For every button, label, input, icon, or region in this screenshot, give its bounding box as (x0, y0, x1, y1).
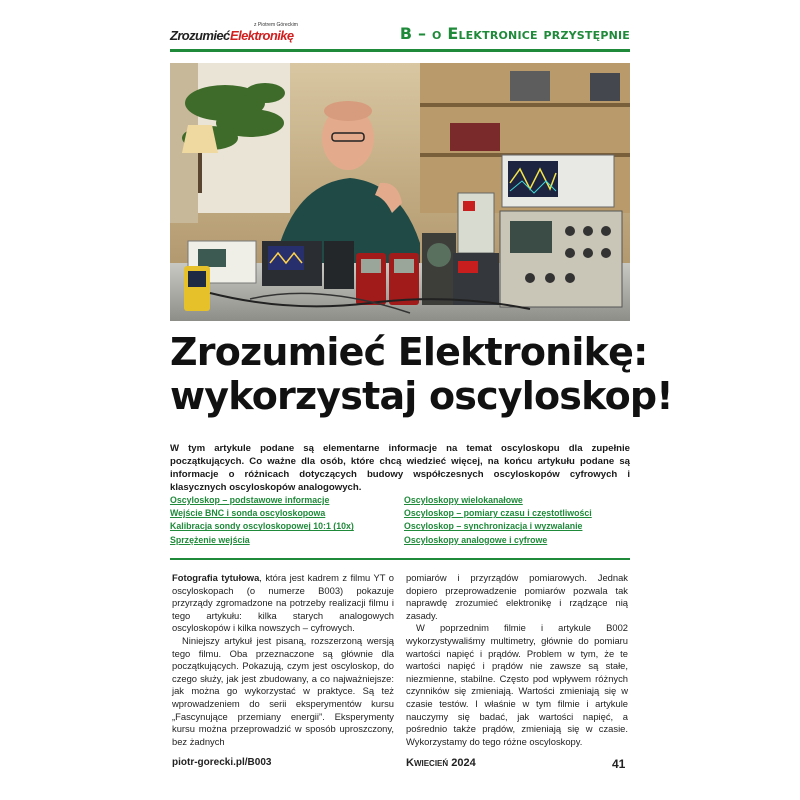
headline-line-2: wykorzystaj oscyloskop! (170, 374, 673, 418)
article-headline (170, 330, 673, 418)
toc-link[interactable]: Oscyloskopy wielokanałowe (404, 495, 523, 505)
title-photo (170, 63, 630, 321)
body-lead-bold: Fotografia tytułowa (172, 572, 260, 583)
page-number: 41 (612, 757, 626, 771)
header-rule (170, 49, 630, 52)
headline-line-1: Zrozumieć Elektronikę: (170, 330, 648, 374)
photo-presenter-with-oscilloscopes-icon (170, 63, 630, 321)
body-column-left (172, 572, 394, 748)
logo-word-elektronike: Elektronikę (230, 28, 294, 43)
logo-subtitle: z Piotrem Góreckim (254, 22, 298, 28)
body-text: , która jest kadrem z filmu YT o oscyloskopach (o numerze B003) pokazuje przyrządy zgromadzone na potrzeby realizacji filmu i tego artykułu: kilka starych analogowych oscyloskopów i kilka nowszych – cyfrowych. (172, 572, 394, 634)
article-lead: W tym artykule podane są elementarne informacje na temat oscyloskopu dla zupełnie początkujących. Co ważne dla osób, które chcą wiedzieć więcej, na końcu artykułu podane są informacje o różnicach dotyczących budowy współczesnych oscyloskopów cyfrowych i klasycznych oscyloskopów analogowych. (170, 443, 630, 493)
body-column-right (406, 572, 628, 748)
toc-right-column (404, 494, 592, 547)
toc-link[interactable]: Sprzężenie wejścia (170, 534, 250, 545)
body-paragraph: W poprzednim filmie i artykule B002 wykorzystywaliśmy multimetry, głównie do pomiaru wartości napięć i prądów. Problem w tym, że te wartości napięć i prądów nie zawsze są stałe, niezmienne, stabilne. Często pod wpływem różnych czynników się zmieniają. Wartości zmieniają się w czasie testów. I właśnie w tym filmie i artykule nauczymy się badać, jak wartości napięć, a pośrednio także prądów, zmieniają się w czasie. Wykorzystamy do tego różne oscyloskopy. (406, 622, 628, 747)
toc-link[interactable]: Oscyloskop – pomiary czasu i częstotliwości (404, 508, 592, 519)
magazine-logo (170, 22, 305, 48)
body-paragraph: Niniejszy artykuł jest pisaną, rozszerzoną wersją tego filmu. Oba przeznaczone są głównie dla początkujących. Pokazują, czym jest oscyloskop, do czego służy, jak jest zbudowany, a co najważniejsze: jak można go wykorzystać w praktyce. Są też wprowadzeniem do serii eksperymentów kursu „Fascynujące przemiany energii”. Eksperymenty kursu można przeprowadzić w sposób uproszczony, bez żadnych (172, 634, 394, 747)
toc-link[interactable]: Oscyloskop – synchronizacja i wyzwalanie (404, 521, 583, 532)
toc-left-column (170, 494, 354, 547)
toc-link[interactable]: Oscyloskop – podstawowe informacje (170, 495, 330, 505)
logo-word-zrozumiec: Zrozumieć (170, 28, 230, 43)
body-paragraph (172, 572, 394, 635)
body-paragraph: pomiarów i przyrządów pomiarowych. Jednak dopiero przeprowadzenie pomiarów pozwala tak naprawdę zrozumieć elektronikę i rządzące nią zasady. (406, 572, 628, 621)
footer-date: Kwiecień 2024 (406, 757, 476, 769)
footer-url[interactable]: piotr-gorecki.pl/B003 (172, 757, 272, 768)
toc-divider (170, 558, 630, 560)
toc-link[interactable]: Kalibracja sondy oscyloskopowej 10:1 (10x) (170, 521, 354, 532)
section-title: B – o Elektronice przystępnie (399, 24, 630, 43)
toc-link[interactable]: Wejście BNC i sonda oscyloskopowa (170, 508, 326, 519)
toc-link[interactable]: Oscyloskopy analogowe i cyfrowe (404, 534, 548, 545)
